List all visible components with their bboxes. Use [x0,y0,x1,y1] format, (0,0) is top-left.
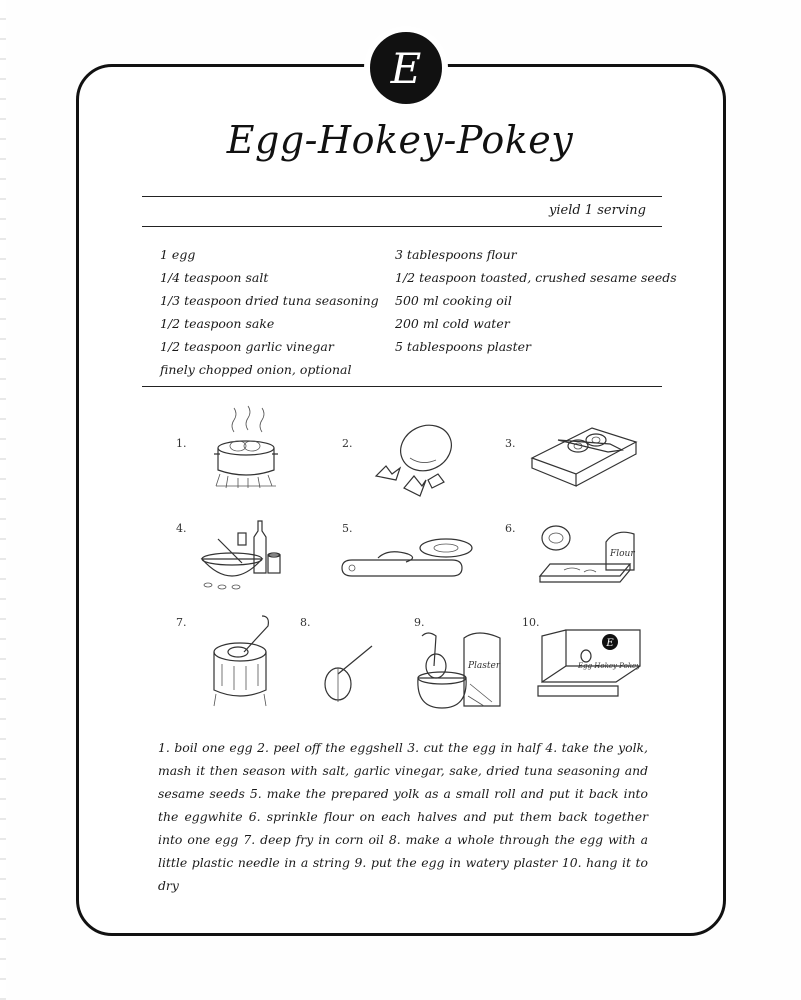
ingredient-item: 1/4 teaspoon salt [160,270,269,285]
egg-needle-illustration [312,640,380,706]
ingredient-item: 200 ml cold water [395,316,510,331]
step-number-2: 2. [342,437,353,450]
ingredient-item: 1/2 teaspoon garlic vinegar [160,339,334,354]
ingredient-item: 500 ml cooking oil [395,293,512,308]
flour-bag-label: Flour [610,549,635,559]
plaster-bag-label: Plaster [468,661,501,671]
boiling-pot-illustration [206,404,286,490]
ingredients-right [395,243,677,358]
flour-tray-illustration [534,516,654,592]
yolk-roll-illustration [338,530,478,592]
badge-letter: E [390,43,422,93]
cutting-board-illustration [528,418,640,492]
ingredient-item: 3 tablespoons flour [395,247,517,262]
yield-label: yield 1 serving [549,203,646,218]
step-number-5: 5. [342,522,353,535]
mini-card-title: Egg Hokey Pokey [578,662,641,670]
ingredients-divider [142,386,662,387]
ingredient-item: finely chopped onion, optional [160,362,352,377]
peeled-egg-illustration [370,418,460,500]
ingredient-item: 5 tablespoons plaster [395,339,531,354]
deep-fryer-illustration [206,612,282,710]
mixing-bowl-illustration [196,515,288,595]
recipe-title: Egg-Hokey-Pokey [226,118,574,162]
title-divider [142,196,662,197]
step-number-10: 10. [522,616,540,629]
step-number-6: 6. [505,522,516,535]
hanging-card-illustration [534,620,642,702]
plaster-bag-illustration [414,628,514,714]
step-number-7: 7. [176,616,187,629]
step-number-4: 4. [176,522,187,535]
ingredient-item: 1/2 teaspoon toasted, crushed sesame seeds [395,270,677,285]
step-number-1: 1. [176,437,187,450]
step-number-9: 9. [414,616,425,629]
step-number-3: 3. [505,437,516,450]
ingredient-item: 1/3 teaspoon dried tuna seasoning [160,293,379,308]
yield-divider [142,226,662,227]
instructions-text: 1. boil one egg 2. peel off the eggshell 3. cut the egg in half 4. take the yolk, mash it then season with salt, garlic vinegar, sake, dried tuna seasoning and sesame seeds 5. make the prepared yolk as a small roll and put it back into the eggwhite 6. sprinkle flour on each halves and put them back together into one egg 7. deep fry in corn oil 8. make a whole through the egg with a little plastic needle in a string 9. put the egg in watery plaster 10. hang it to dry [158,740,648,893]
ingredients-left [160,243,379,381]
step-number-8: 8. [300,616,311,629]
recipe-badge [364,26,448,110]
mini-badge-letter: E [606,638,614,649]
ingredient-item: 1/2 teaspoon sake [160,316,275,331]
binding-edge [0,0,6,1000]
ingredient-item: 1 egg [160,247,196,262]
